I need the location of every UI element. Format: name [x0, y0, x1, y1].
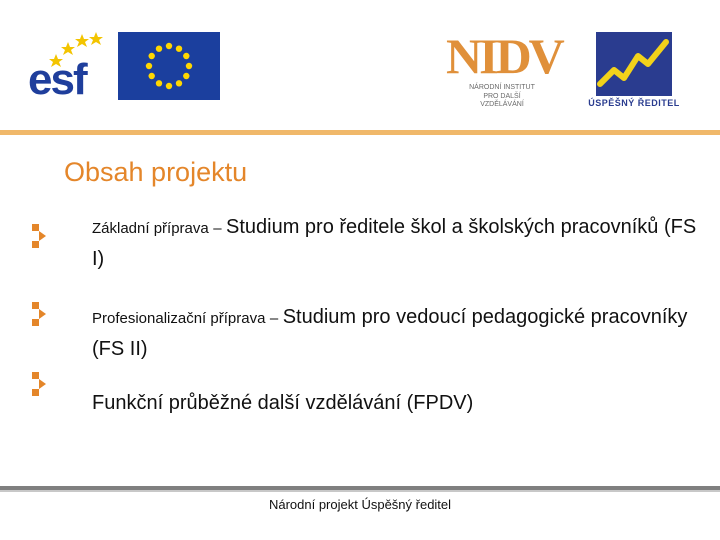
bullet-arrow-icon — [30, 224, 48, 248]
footer-text: Národní projekt Úspěšný ředitel — [268, 497, 452, 512]
nidv-caption-line: VZDĚLÁVÁNÍ — [480, 101, 524, 108]
bullet-dash: – — [213, 220, 222, 237]
bullet-main: Funkční průběžné další vzdělávání (FPDV) — [92, 392, 474, 414]
footer-divider-shadow — [0, 490, 720, 492]
bullet-arrow-icon — [30, 372, 48, 396]
nidv-caption — [452, 84, 552, 110]
esf-logo-text: esf — [28, 55, 86, 104]
uspesny-reditel-logo — [582, 32, 682, 116]
bullet-main: Studium pro vedoucí pedagogické pracovníky (FS II) — [92, 306, 688, 360]
header-divider — [0, 130, 720, 135]
bullet-prefix: Profesionalizační příprava — [92, 310, 266, 327]
bullet-arrow-icon — [30, 302, 48, 326]
nidv-mark: NIDV — [446, 28, 562, 84]
bullet-text — [92, 302, 712, 366]
eu-stars-icon — [118, 32, 220, 100]
uspesny-reditel-caption: ÚSPĚŠNÝ ŘEDITEL — [588, 98, 680, 108]
nidv-caption-line: NÁRODNÍ INSTITUT — [469, 84, 535, 91]
slide-title: Obsah projektu — [64, 157, 248, 187]
growth-chart-icon — [596, 32, 672, 96]
nidv-logo — [440, 28, 562, 118]
bullet-text — [92, 212, 712, 276]
esf-logo — [28, 30, 112, 102]
nidv-caption-line: PRO DALŠÍ — [483, 92, 521, 100]
bullet-text — [92, 388, 712, 420]
bullet-dash: – — [269, 310, 279, 327]
bullet-prefix: Základní příprava — [92, 220, 209, 237]
bullet-main: Studium pro ředitele škol a školských pracovníků (FS I) — [92, 216, 697, 270]
uspesny-reditel-emblem — [596, 32, 672, 96]
logo-bar — [0, 0, 720, 130]
eu-flag — [118, 32, 220, 100]
